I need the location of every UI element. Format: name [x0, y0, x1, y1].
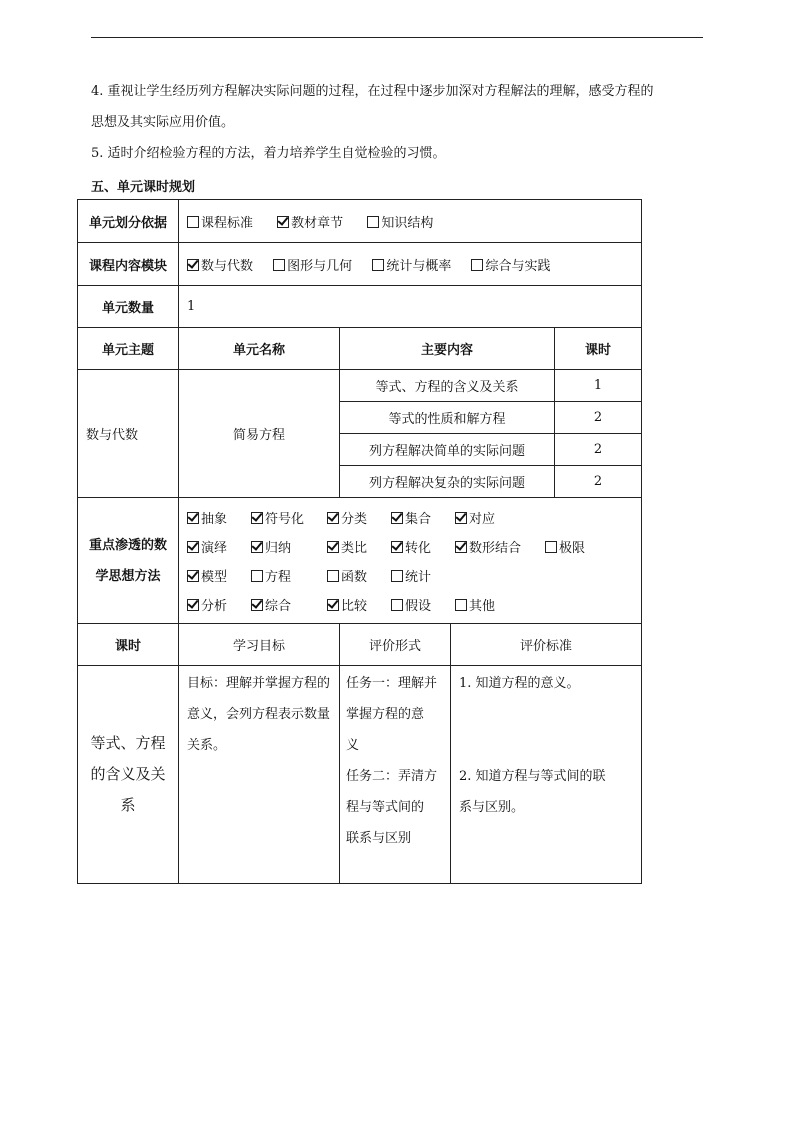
method-option[interactable] — [455, 537, 545, 556]
checkbox-icon — [545, 541, 557, 553]
method-label: 演绎 — [201, 540, 228, 556]
checkbox-icon — [391, 570, 403, 582]
method-label: 转化 — [405, 540, 432, 556]
method-option[interactable] — [187, 566, 251, 585]
method-option[interactable] — [187, 537, 251, 556]
basis-option-curriculum[interactable]: 课程标准 — [187, 212, 253, 231]
hours-row-4: 2 — [555, 466, 642, 498]
lesson-header-form: 评价形式 — [340, 624, 451, 666]
method-label: 类比 — [341, 540, 368, 556]
paragraph-4-line1: 4. 重视让学生经历列方程解决实际问题的过程，在过程中逐步加深对方程解法的理解，感受方程的 — [91, 84, 654, 99]
module-label: 课程内容模块 — [78, 243, 179, 286]
methods-label: 重点渗透的数 学思想方法 — [78, 498, 179, 624]
method-option[interactable] — [545, 537, 605, 556]
lesson-title: 等式、方程 的含义及关 系 — [78, 666, 179, 884]
content-row-4: 列方程解决复杂的实际问题 — [340, 466, 555, 498]
method-option[interactable] — [251, 595, 327, 614]
module-options — [179, 243, 642, 286]
checkbox-checked-icon — [277, 216, 289, 228]
lesson-header-standard: 评价标准 — [451, 624, 642, 666]
method-label: 统计 — [405, 569, 432, 585]
content-row-2: 等式的性质和解方程 — [340, 402, 555, 434]
lesson-standard: 1. 知道方程的意义。 2. 知道方程与等式间的联 系与区别。 — [451, 666, 642, 884]
basis-option-chapter[interactable]: 教材章节 — [277, 212, 343, 231]
count-label: 单元数量 — [78, 286, 179, 328]
checkbox-icon — [372, 259, 384, 271]
basis-options — [179, 200, 642, 243]
method-option[interactable] — [187, 508, 251, 527]
checkbox-checked-icon — [187, 512, 199, 524]
method-label: 集合 — [405, 511, 432, 527]
method-label: 函数 — [341, 569, 368, 585]
section-title: 五、单元课时规划 — [91, 180, 196, 195]
methods-grid — [187, 504, 633, 618]
basis-label: 单元划分依据 — [78, 200, 179, 243]
hours-row-1: 1 — [555, 370, 642, 402]
lesson-goal: 目标：理解并掌握方程的 意义，会列方程表示数量 关系。 — [179, 666, 340, 884]
checkbox-icon — [187, 216, 199, 228]
method-label: 模型 — [201, 569, 228, 585]
method-label: 其他 — [469, 598, 496, 614]
method-label: 分类 — [341, 511, 368, 527]
checkbox-checked-icon — [455, 541, 467, 553]
method-label: 方程 — [265, 569, 292, 585]
checkbox-icon — [251, 570, 263, 582]
hours-row-2: 2 — [555, 402, 642, 434]
checkbox-icon — [471, 259, 483, 271]
content-row-3: 列方程解决简单的实际问题 — [340, 434, 555, 466]
method-option[interactable] — [251, 566, 327, 585]
method-label: 综合 — [265, 598, 292, 614]
checkbox-checked-icon — [455, 512, 467, 524]
methods-empty-slot — [545, 566, 605, 585]
checkbox-checked-icon — [187, 599, 199, 611]
basis-option-structure[interactable]: 知识结构 — [367, 212, 433, 231]
header-theme: 单元主题 — [78, 328, 179, 370]
methods-empty-slot — [545, 508, 605, 527]
lesson-form: 任务一：理解并 掌握方程的意 义 任务二：弄清方 程与等式间的 联系与区别 — [340, 666, 451, 884]
method-label: 归纳 — [265, 540, 292, 556]
method-option[interactable] — [251, 508, 327, 527]
methods-empty-slot — [545, 595, 605, 614]
lesson-header-hours: 课时 — [78, 624, 179, 666]
theme-value: 数与代数 — [78, 370, 179, 498]
method-label: 比较 — [341, 598, 368, 614]
method-label: 极限 — [559, 540, 586, 556]
checkbox-checked-icon — [327, 541, 339, 553]
checkbox-icon — [327, 570, 339, 582]
method-label: 抽象 — [201, 511, 228, 527]
checkbox-checked-icon — [327, 512, 339, 524]
checkbox-icon — [455, 599, 467, 611]
method-option[interactable] — [327, 595, 391, 614]
checkbox-checked-icon — [391, 541, 403, 553]
checkbox-icon — [391, 599, 403, 611]
checkbox-checked-icon — [327, 599, 339, 611]
header-name: 单元名称 — [179, 328, 340, 370]
method-option[interactable] — [455, 508, 545, 527]
count-value: 1 — [179, 286, 642, 328]
header-rule — [91, 37, 703, 38]
content-row-1: 等式、方程的含义及关系 — [340, 370, 555, 402]
checkbox-checked-icon — [187, 570, 199, 582]
checkbox-checked-icon — [391, 512, 403, 524]
methods-options — [179, 498, 642, 624]
method-label: 假设 — [405, 598, 432, 614]
method-label: 数形结合 — [469, 540, 522, 556]
method-label: 符号化 — [265, 511, 305, 527]
paragraph-4-line2: 思想及其实际应用价值。 — [91, 115, 235, 130]
method-option[interactable] — [391, 508, 455, 527]
paragraph-5: 5. 适时介绍检验方程的方法，着力培养学生自觉检验的习惯。 — [91, 146, 446, 161]
method-option[interactable] — [251, 537, 327, 556]
method-option[interactable] — [391, 566, 455, 585]
method-option[interactable] — [391, 537, 455, 556]
method-label: 分析 — [201, 598, 228, 614]
methods-empty-slot — [455, 566, 545, 585]
method-label: 对应 — [469, 511, 496, 527]
method-option[interactable] — [187, 595, 251, 614]
checkbox-checked-icon — [251, 512, 263, 524]
method-option[interactable] — [327, 508, 391, 527]
checkbox-icon — [367, 216, 379, 228]
method-option[interactable] — [327, 537, 391, 556]
module-option-practice[interactable]: 综合与实践 — [471, 255, 550, 274]
header-content: 主要内容 — [340, 328, 555, 370]
checkbox-checked-icon — [187, 259, 199, 271]
checkbox-checked-icon — [251, 541, 263, 553]
unit-plan-table — [77, 199, 642, 884]
checkbox-checked-icon — [251, 599, 263, 611]
checkbox-checked-icon — [187, 541, 199, 553]
method-option[interactable] — [391, 595, 455, 614]
method-option[interactable] — [455, 595, 545, 614]
lesson-header-goal: 学习目标 — [179, 624, 340, 666]
name-value: 简易方程 — [179, 370, 340, 498]
checkbox-icon — [273, 259, 285, 271]
method-option[interactable] — [327, 566, 391, 585]
header-hours: 课时 — [555, 328, 642, 370]
module-option-number[interactable]: 数与代数 — [187, 255, 253, 274]
hours-row-3: 2 — [555, 434, 642, 466]
module-option-statistics[interactable]: 统计与概率 — [372, 255, 451, 274]
module-option-geometry[interactable]: 图形与几何 — [273, 255, 352, 274]
